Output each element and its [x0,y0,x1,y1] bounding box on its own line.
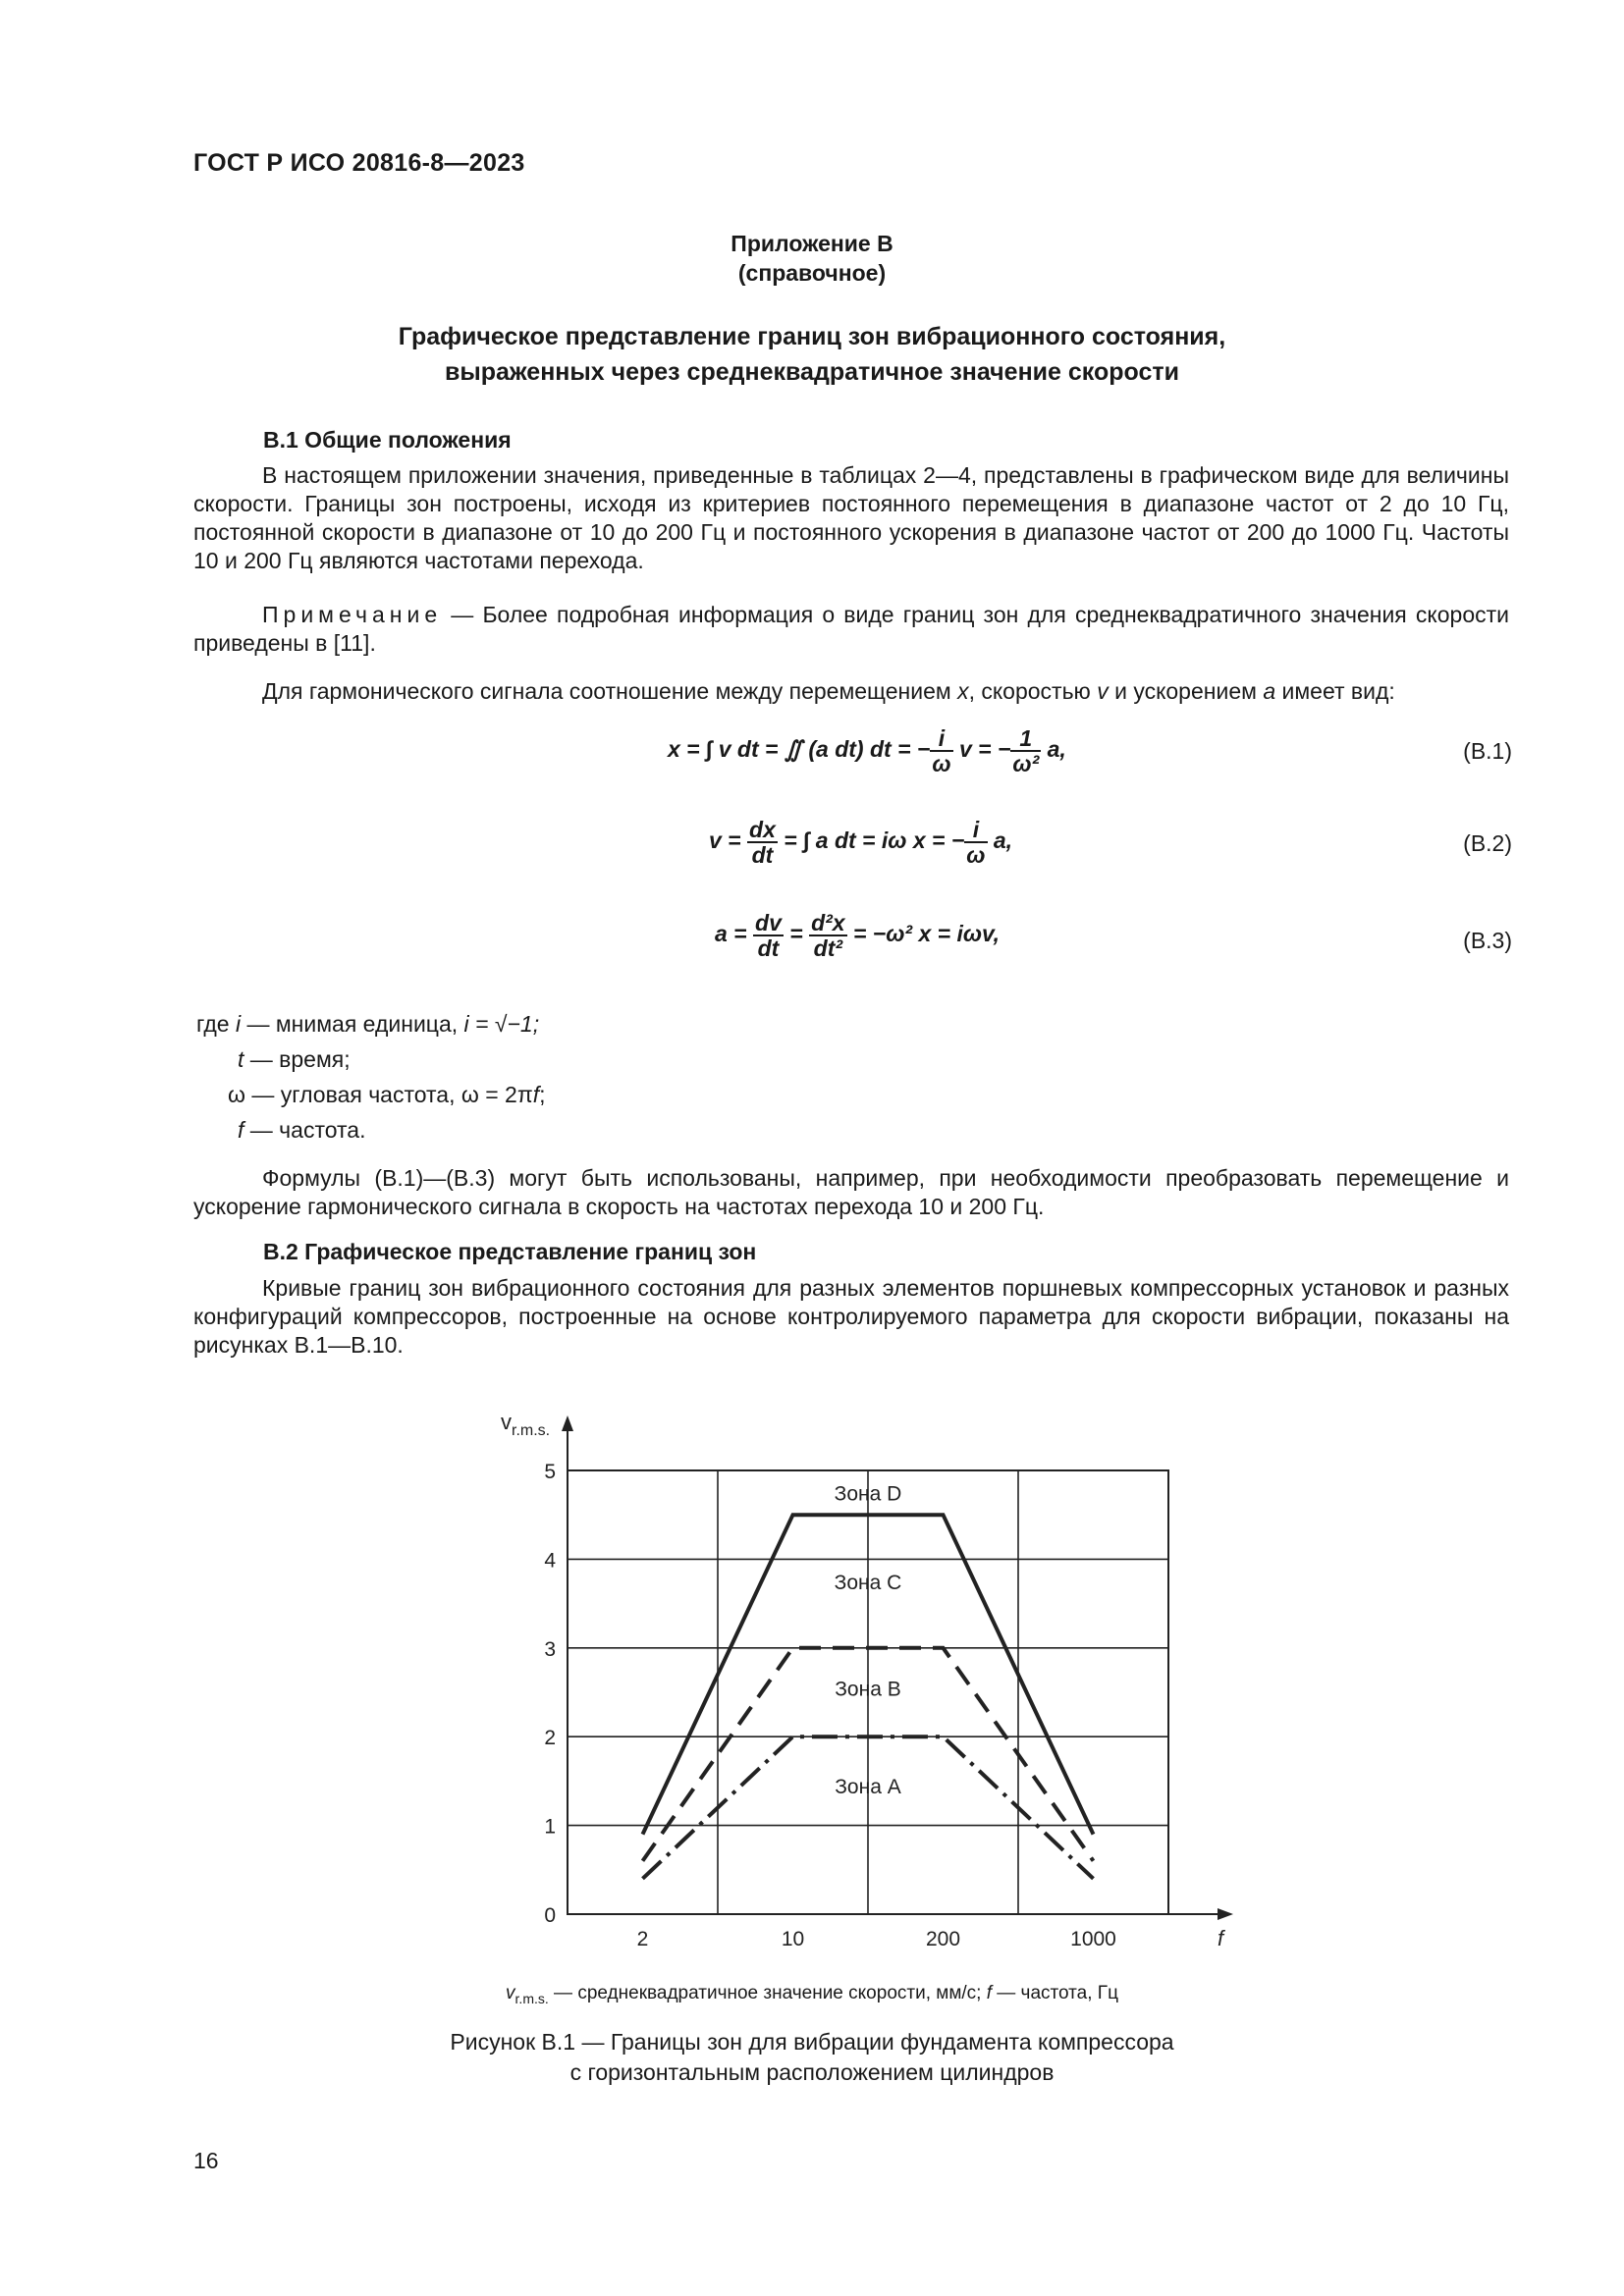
where-i: где i — мнимая единица, i = √−1; [196,1011,540,1037]
figure-legend: $v_{r.m.s.}$ — среднеквадратичное значение скорости, мм/с; f — частота, Гц [506,1983,1118,2006]
zone-label: Зона C [834,1572,902,1594]
zone-label: Зона A [835,1775,901,1798]
x-axis-arrow [1218,1908,1233,1920]
equation-b2: v = $\frac{dx}{dt}$ = ∫ a dt = iω x = − $\frac{i}{\omega}$ a, [709,817,1013,868]
y-tick-label: 5 [544,1461,556,1483]
y-tick-label: 2 [544,1727,556,1750]
y-tick-label: 3 [544,1637,556,1661]
equation-b1-number: (B.1) [1463,738,1512,764]
where-omega: ω — угловая частота, ω = 2πf; [228,1082,546,1107]
page-number: 16 [193,2148,219,2173]
zone-boundaries-chart [471,1394,1237,1953]
paragraph-harmonic: Для гармонического сигнала соотношение между перемещением x, скоростью v и ускорением a имеет вид: [262,678,1395,704]
appendix-title-line1: Графическое представление границ зон вибрационного состояния, [398,323,1226,350]
section-heading-b2: В.2 Графическое представление границ зон [263,1239,757,1264]
document-code: ГОСТ Р ИСО 20816-8—2023 [193,149,525,177]
figure-caption-line1: Рисунок В.1 — Границы зон для вибрации фундамента компрессора [450,2029,1174,2055]
equation-b1: x = ∫ v dt = ∬ (a dt) dt = − $\frac{i}{\omega}$ v = − $\frac{1}{\text{ω²}}$ a, [668,725,1066,776]
paragraph-b1-text: В настоящем приложении значения, приведенные в таблицах 2—4, представлены в графическом виде для величины скорости. Границы зон построены, исходя из критериев постоянного перемещения в диапазоне частот от 2 до 10 Гц, постоянной скорости в диапазоне от 10 до 200 Гц и постоянного ускорения в диапазоне частот от 200 до 1000 Гц. Частоты 10 и 200 Гц являются частотами перехода. [193,462,1509,573]
equation-b3: a = $\frac{dv}{dt}$ = $\frac{\text{d²x}}{\text{dt²}}$ = −ω² x = iωv, [715,910,1000,961]
figure-caption-line2: с горизонтальным расположением цилиндров [569,2059,1055,2085]
x-tick-label: 10 [781,1928,805,1950]
zone-label: Зона D [834,1482,902,1506]
where-f: f — частота. [238,1117,366,1143]
x-axis-label: f [1218,1926,1224,1950]
section-heading-b1: В.1 Общие положения [263,427,512,453]
zone-label: Зона B [835,1678,901,1701]
x-tick-label: 1000 [1070,1928,1116,1950]
where-t: t — время; [238,1046,351,1072]
x-tick-label: 200 [925,1928,961,1950]
paragraph-b1-intro [193,461,1509,575]
note-text: — Более подробная информация о виде границ зон для среднеквадратичного значения скорости приведены в [11]. [193,602,1509,656]
y-axis-label: $v_{r.m.s.}$ [501,1410,551,1439]
equation-b3-number: (B.3) [1463,928,1512,953]
note-label: Примечание [262,602,443,627]
appendix-type: (справочное) [737,260,887,286]
chart-labels [501,1410,1226,1950]
appendix-label: Приложение В [731,231,893,256]
y-tick-label: 0 [544,1904,556,1927]
y-axis-arrow [562,1415,573,1431]
equation-b2-number: (B.2) [1463,830,1512,856]
paragraph-b2: Кривые границ зон вибрационного состояния для разных элементов поршневых компрессорных установок и разных конфигураций компрессоров, построенные на основе контролируемого параметра для скорости вибрации, показаны на рисунках В.1—В.10. [193,1275,1509,1358]
y-tick-label: 1 [544,1815,556,1839]
paragraph-formulas-usage: Формулы (В.1)—(В.3) могут быть использованы, например, при необходимости преобразовать перемещение и ускорение гармонического сигнала в скорость на частотах перехода 10 и 200 Гц. [193,1165,1509,1219]
note [193,601,1509,658]
appendix-title-line2: выраженных через среднеквадратичное значение скорости [445,358,1179,386]
y-tick-label: 4 [544,1549,556,1573]
x-tick-label: 2 [636,1928,649,1950]
